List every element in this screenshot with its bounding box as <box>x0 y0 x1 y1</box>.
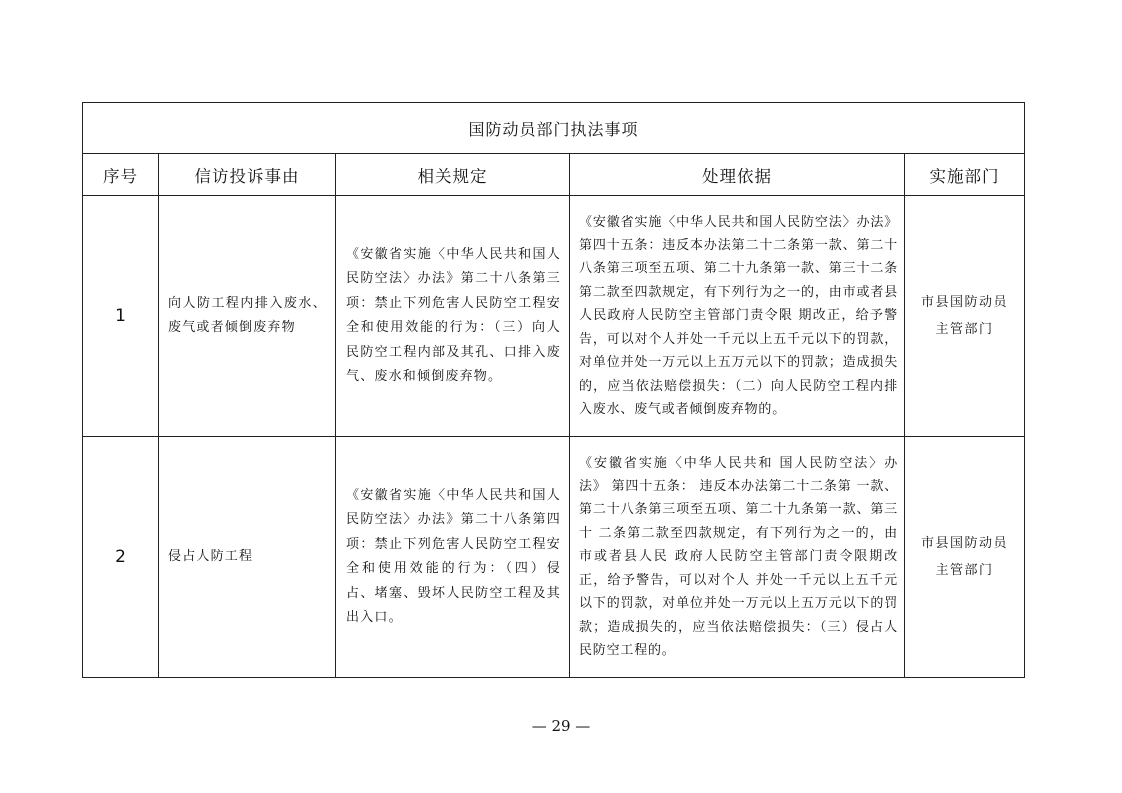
table-row <box>83 196 1025 437</box>
table-header-row <box>83 154 1025 196</box>
table-title: 国防动员部门执法事项 <box>83 103 1025 154</box>
handling-basis: 《安徽省实施〈中华人民共和 国人民防空法〉办法》 第四十五条： 违反本办法第二十二条第 一款、第二十八条第三项至五项、第二十九条第一款、第三十 二条第二款至四款规定，有下列行为之一的，由市或者县人民 政府人民防空主管部门责令限期改正，给予警告，可以对个人 并处一千元以上五千元以下的罚款，对单位并处一万元以上五万元以下的罚款；造成损失的，应当依法赔偿损失：（三）侵占人民防空工程的。 <box>570 437 905 678</box>
enforcement-table-container <box>82 102 1024 678</box>
header-related-regulation: 相关规定 <box>336 154 570 196</box>
complaint-matter: 侵占人防工程 <box>159 437 336 678</box>
row-number: 1 <box>83 196 159 437</box>
related-regulation: 《安徽省实施〈中华人民共和国人民防空法〉办法》第二十八条第三项：禁止下列危害人民防空工程安全和使用效能的行为：（三）向人民防空工程内部及其孔、口排入废气、废水和倾倒废弃物。 <box>336 196 570 437</box>
header-implementing-department: 实施部门 <box>905 154 1025 196</box>
header-complaint-matter: 信访投诉事由 <box>159 154 336 196</box>
enforcement-table <box>82 102 1025 678</box>
implementing-department: 市县国防动员主管部门 <box>905 196 1025 437</box>
handling-basis: 《安徽省实施〈中华人民共和国人民防空法〉办法》第四十五条：违反本办法第二十二条第一款、第二十八条第三项至五项、第二十九条第一款、第三十二条第二款至四款规定，有下列行为之一的，由市或者县人民政府人民防空主管部门责令限 期改正，给予警告，可以对个人并处一千元以上五千元以下的罚款，对单位并处一万元以上五万元以下的罚款；造成损失的，应当依法赔偿损失：（二）向人民防空工程内排入废水、废气或者倾倒废弃物的。 <box>570 196 905 437</box>
header-number: 序号 <box>83 154 159 196</box>
table-row <box>83 437 1025 678</box>
related-regulation: 《安徽省实施〈中华人民共和国人民防空法〉办法》第二十八条第四项：禁止下列危害人民防空工程安全和使用效能的行为：（四）侵占、堵塞、毁坏人民防空工程及其出入口。 <box>336 437 570 678</box>
table-title-row <box>83 103 1025 154</box>
row-number: 2 <box>83 437 159 678</box>
header-handling-basis: 处理依据 <box>570 154 905 196</box>
page-number: — 29 — <box>531 717 591 735</box>
complaint-matter: 向人防工程内排入废水、废气或者倾倒废弃物 <box>159 196 336 437</box>
implementing-department: 市县国防动员主管部门 <box>905 437 1025 678</box>
